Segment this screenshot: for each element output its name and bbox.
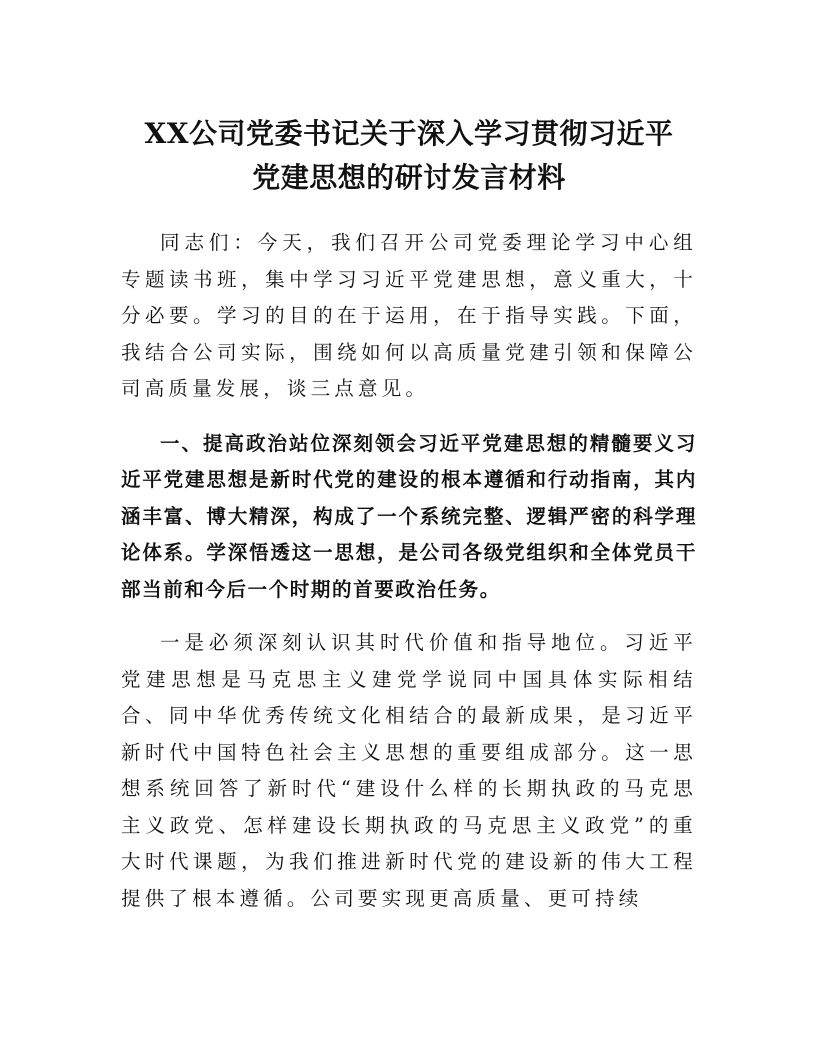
title-line-1: XX公司党委书记关于深入学习贯彻习近平 bbox=[144, 117, 674, 150]
document-title bbox=[121, 112, 697, 200]
intro-paragraph: 同志们：今天，我们召开公司党委理论学习中心组专题读书班，集中学习习近平党建思想，意义重大，十分必要。学习的目的在于运用，在于指导实践。下面，我结合公司实际，围绕如何以高质量党建引领和保障公司高质量发展，谈三点意见。 bbox=[121, 231, 697, 400]
document-page bbox=[121, 112, 697, 917]
title-line-2: 党建思想的研讨发言材料 bbox=[252, 161, 566, 194]
section-1-heading: 一、提高政治站位深刻领会习近平党建思想的精髓要义习近平党建思想是新时代党的建设的根本遵循和行动指南，其内涵丰富、博大精深，构成了一个系统完整、逻辑严密的科学理论体系。学深悟透这一思想，是公司各级党组织和全体党员干部当前和今后一个时期的首要政治任务。 bbox=[121, 431, 697, 601]
section-1-paragraph-1: 一是必须深刻认识其时代价值和指导地位。习近平党建思想是马克思主义建党学说同中国具体实际相结合、同中华优秀传统文化相结合的最新成果，是习近平新时代中国特色社会主义思想的重要组成部分。这一思想系统回答了新时代“建设什么样的长期执政的马克思主义政党、怎样建设长期执政的马克思主义政党”的重大时代课题，为我们推进新时代党的建设新的伟大工程提供了根本遵循。公司要实现更高质量、更可持续 bbox=[121, 631, 697, 910]
